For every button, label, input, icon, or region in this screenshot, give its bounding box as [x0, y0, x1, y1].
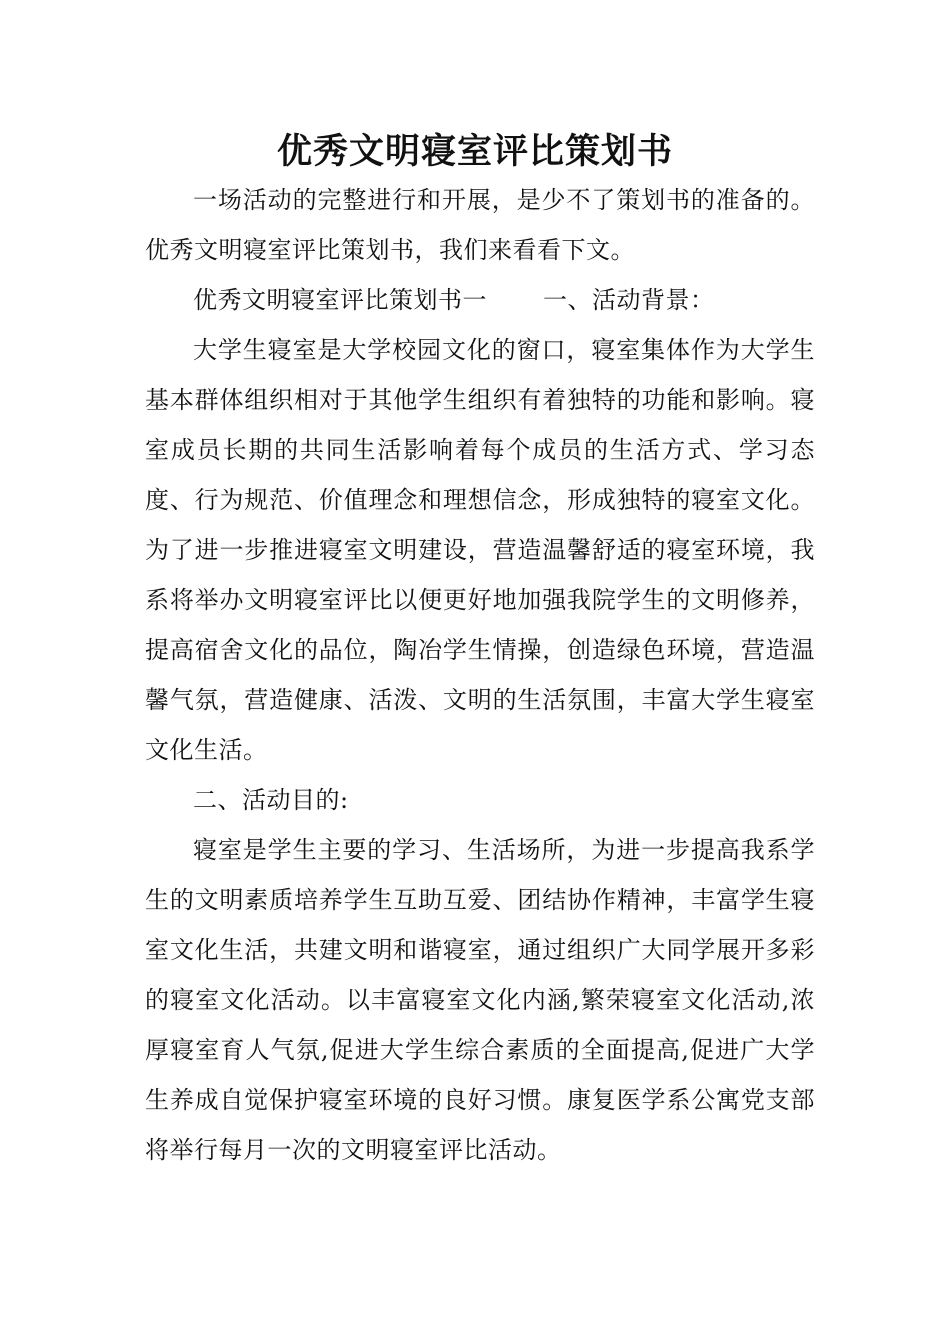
document-title: 优秀文明寝室评比策划书 [276, 131, 673, 172]
plan-number-label: 优秀文明寝室评比策划书一 [193, 286, 487, 314]
document-body [145, 175, 815, 1175]
intro-paragraph: 一场活动的完整进行和开展，是少不了策划书的准备的。优秀文明寝室评比策划书，我们来看看下文。 [145, 186, 815, 264]
background-paragraph: 大学生寝室是大学校园文化的窗口，寝室集体作为大学生基本群体组织相对于其他学生组织有着独特的功能和影响。寝室成员长期的共同生活影响着每个成员的生活方式、学习态度、行为规范、价值理念和理想信念，形成独特的寝室文化。为了进一步推进寝室文明建设，营造温馨舒适的寝室环境，我系将举办文明寝室评比以便更好地加强我院学生的文明修养，提高宿舍文化的品位，陶冶学生情操，创造绿色环境，营造温馨气氛，营造健康、活泼、文明的生活氛围，丰富大学生寝室文化生活。 [145, 336, 815, 764]
purpose-heading: 二、活动目的: [193, 786, 349, 814]
background-heading: 一、活动背景： [543, 286, 715, 314]
section-heading-line [145, 275, 815, 325]
purpose-paragraph: 寝室是学生主要的学习、生活场所，为进一步提高我系学生的文明素质培养学生互助互爱、团结协作精神，丰富学生寝室文化生活，共建文明和谐寝室，通过组织广大同学展开多彩的寝室文化活动。以丰富寝室文化内涵,繁荣寝室文化活动,浓厚寝室育人气氛,促进大学生综合素质的全面提高,促进广大学生养成自觉保护寝室环境的良好习惯。康复医学系公寓党支部将举行每月一次的文明寝室评比活动。 [145, 836, 815, 1164]
